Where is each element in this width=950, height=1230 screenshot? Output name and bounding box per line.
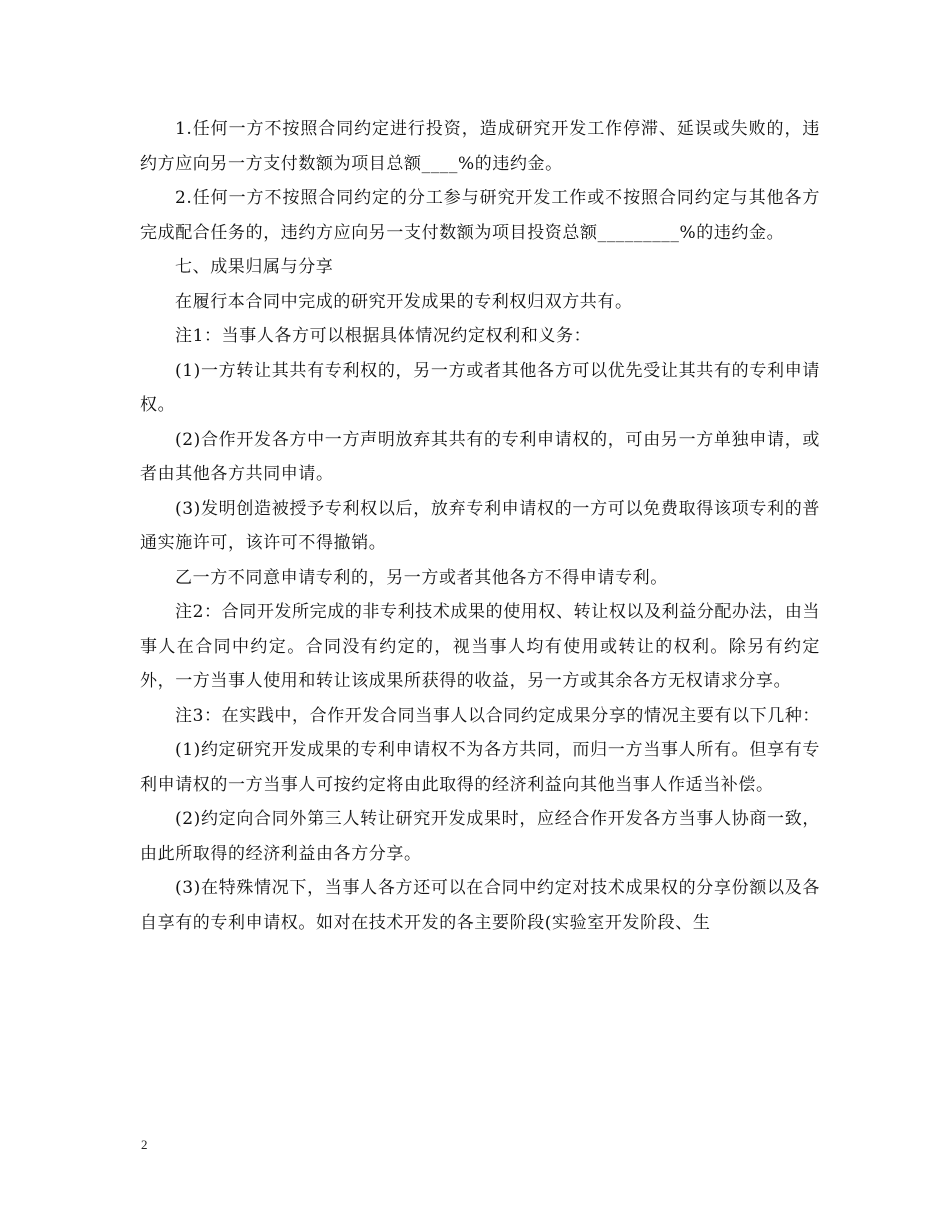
section-heading-results-ownership: 七、成果归属与分享 bbox=[175, 257, 334, 277]
paragraph-no-patent-application: 乙一方不同意申请专利的，另一方或者其他各方不得申请专利。 bbox=[175, 567, 668, 588]
paragraph-breach-investment: 1.任何一方不按照合同约定进行投资，造成研究开发工作停滞、延误或失败的，违约方应向另一方支付数额为项目总额____%的违约金。 bbox=[140, 119, 820, 174]
note-1-item-1: (1)一方转让其共有专利权的，另一方或者其他各方可以优先受让其共有的专利申请权。 bbox=[140, 360, 820, 415]
document-body bbox=[140, 112, 820, 940]
note-3-item-3: (3)在特殊情况下，当事人各方还可以在合同中约定对技术成果权的分享份额以及各自享有的专利申请权。如对在技术开发的各主要阶段(实验室开发阶段、生 bbox=[140, 878, 820, 933]
note-1-item-2: (2)合作开发各方中一方声明放弃其共有的专利申请权的，可由另一方单独申请，或者由其他各方共同申请。 bbox=[140, 429, 820, 484]
paragraph-breach-cooperation: 2.任何一方不按照合同约定的分工参与研究开发工作或不按照合同约定与其他各方完成配合任务的，违约方应向另一支付数额为项目投资总额_________%的违约金。 bbox=[140, 188, 820, 243]
note-3-item-1: (1)约定研究开发成果的专利申请权不为各方共同，而归一方当事人所有。但享有专利申请权的一方当事人可按约定将由此取得的经济利益向其他当事人作适当补偿。 bbox=[140, 740, 820, 795]
note-2: 注2：合同开发所完成的非专利技术成果的使用权、转让权以及利益分配办法，由当事人在合同中约定。合同没有约定的，视当事人均有使用或转让的权利。除另有约定外，一方当事人使用和转让该成果所获得的收益，另一方或其余各方无权请求分享。 bbox=[140, 602, 821, 691]
paragraph-patent-co-ownership: 在履行本合同中完成的研究开发成果的专利权归双方共有。 bbox=[175, 291, 633, 312]
note-1-heading: 注1：当事人各方可以根据具体情况约定权利和义务： bbox=[175, 326, 592, 346]
page-number: 2 bbox=[141, 1137, 148, 1152]
note-1-item-3: (3)发明创造被授予专利权以后，放弃专利申请权的一方可以免费取得该项专利的普通实施许可，该许可不得撤销。 bbox=[140, 498, 820, 553]
note-3-item-2: (2)约定向合同外第三人转让研究开发成果时，应经合作开发各方当事人协商一致，由此所取得的经济利益由各方分享。 bbox=[140, 809, 820, 864]
note-3-heading: 注3：在实践中，合作开发合同当事人以合同约定成果分享的情况主要有以下几种： bbox=[175, 705, 821, 726]
